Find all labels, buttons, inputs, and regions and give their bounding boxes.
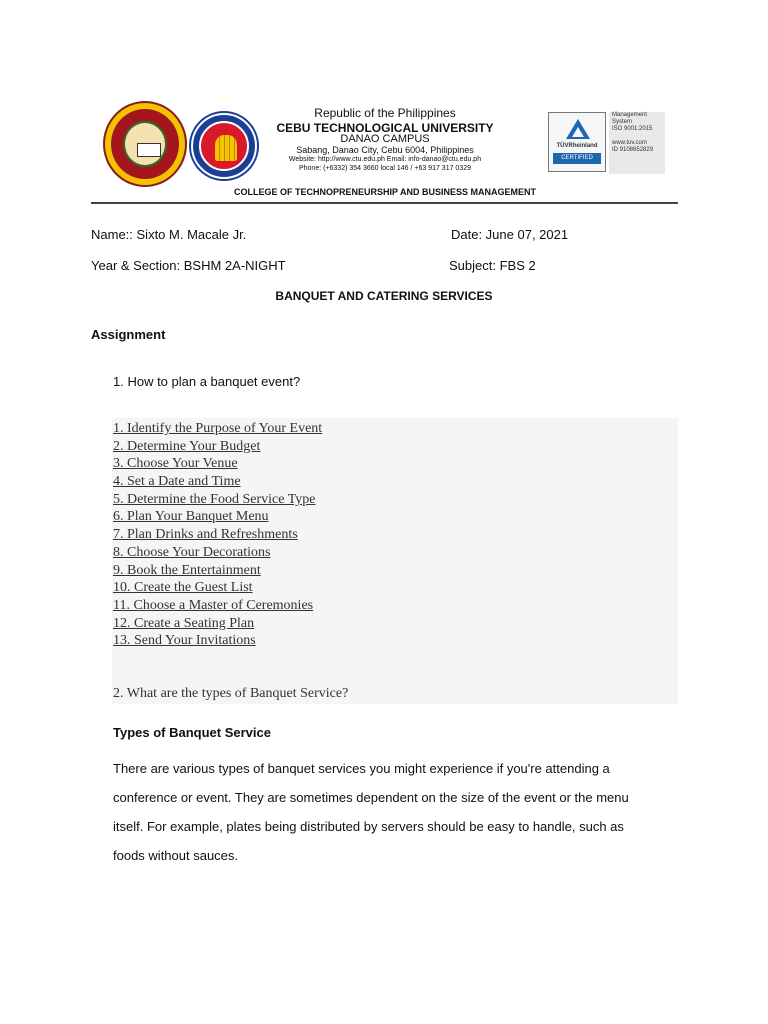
- header-university: CEBU TECHNOLOGICAL UNIVERSITY: [276, 121, 494, 135]
- certification-info: [609, 112, 665, 174]
- assignment-label: Assignment: [91, 327, 166, 342]
- step-link[interactable]: 4. Set a Date and Time: [113, 474, 241, 490]
- step-link[interactable]: 13. Send Your Invitations: [113, 633, 256, 649]
- student-name: Name:: Sixto M. Macale Jr.: [91, 227, 247, 242]
- ctu-seal-logo: [103, 101, 187, 187]
- header-phone: Phone: (+6332) 354 3660 local 146 / +63 917 317 0329: [298, 165, 472, 172]
- paragraph-line: There are various types of banquet services you might experience if you're attending a: [113, 761, 610, 776]
- cert-line: www.tuv.com: [612, 140, 647, 146]
- types-heading: Types of Banquet Service: [113, 725, 271, 740]
- question-1: 1. How to plan a banquet event?: [113, 374, 301, 389]
- step-link[interactable]: 3. Choose Your Venue: [113, 456, 238, 472]
- step-link[interactable]: 7. Plan Drinks and Refreshments: [113, 527, 298, 543]
- cert-line: System: [612, 119, 633, 125]
- header-divider: [91, 202, 678, 204]
- header-web-email: Website: http://www.ctu.edu.ph Email: info-danao@ctu.edu.ph: [288, 156, 482, 163]
- banquet-steps-list: [113, 420, 322, 650]
- year-section: Year & Section: BSHM 2A-NIGHT: [91, 258, 286, 273]
- types-paragraph: [113, 754, 683, 870]
- submission-date: Date: June 07, 2021: [451, 227, 569, 242]
- tuv-certification-logo: [548, 112, 606, 172]
- step-link[interactable]: 8. Choose Your Decorations: [113, 544, 271, 560]
- step-link[interactable]: 2. Determine Your Budget: [113, 438, 261, 454]
- cert-line: ID 9108652829: [612, 147, 654, 153]
- paragraph-line: itself. For example, plates being distributed by servers should be easy to handle, such as: [113, 819, 624, 834]
- course-title: BANQUET AND CATERING SERVICES: [275, 289, 493, 303]
- cert-line: Management: [612, 112, 648, 118]
- header-campus: DANAO CAMPUS: [340, 133, 430, 145]
- paragraph-line: conference or event. They are sometimes dependent on the size of the event or the menu: [113, 790, 629, 805]
- header-address: Sabang, Danao City, Cebu 6004, Philippines: [296, 145, 474, 155]
- step-link[interactable]: 5. Determine the Food Service Type: [113, 491, 316, 507]
- cert-brand: TÜVRheinland: [556, 143, 598, 149]
- cert-line: ISO 9001:2015: [612, 126, 653, 132]
- step-link[interactable]: 6. Plan Your Banquet Menu: [113, 509, 269, 525]
- question-2: 2. What are the types of Banquet Service?: [113, 686, 349, 701]
- step-link[interactable]: 9. Book the Entertainment: [113, 562, 261, 578]
- cert-line: [609, 133, 665, 140]
- cert-band: CERTIFIED: [553, 153, 601, 164]
- pasted-steps-block: [112, 418, 678, 704]
- header-college: COLLEGE OF TECHNOPRENEURSHIP AND BUSINESS MANAGEMENT: [233, 187, 537, 197]
- step-link[interactable]: 11. Choose a Master of Ceremonies: [113, 597, 314, 613]
- paragraph-line: foods without sauces.: [113, 848, 239, 863]
- step-link[interactable]: 1. Identify the Purpose of Your Event: [113, 421, 323, 436]
- step-link[interactable]: 10. Create the Guest List: [113, 580, 253, 596]
- subject: Subject: FBS 2: [449, 258, 536, 273]
- step-link[interactable]: 12. Create a Seating Plan: [113, 615, 255, 631]
- header-republic: Republic of the Philippines: [314, 106, 456, 120]
